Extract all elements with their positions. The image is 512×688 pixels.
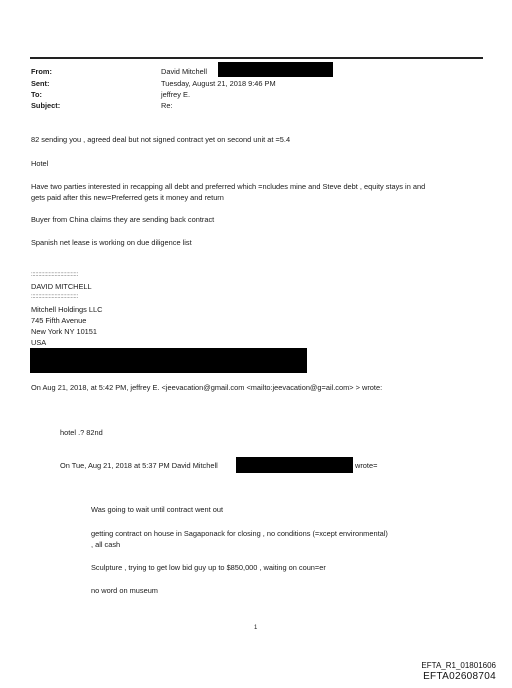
subject-label: Subject: xyxy=(31,101,61,110)
quote1-text: hotel .? 82nd xyxy=(60,428,103,437)
quote1-attribution: On Aug 21, 2018, at 5:42 PM, jeffrey E. <jeevacation@gmail.com <mailto:jeevacation@g=ail.com> > wrote: xyxy=(31,383,383,392)
body-line-5: Spanish net lease is working on due diligence list xyxy=(31,238,192,247)
quote2-line-3: Sculpture , trying to get low bid guy up to $850,000 , waiting on coun=er xyxy=(91,563,326,572)
quote2-line-2a: getting contract on house in Sagaponack for closing , no conditions (=xcept environmental) xyxy=(91,529,388,538)
signature-address-2: New York NY 10151 xyxy=(31,327,98,336)
body-line-3a: Have two parties interested in recapping all debt and preferred which =ncludes mine and Steve debt , equity stays in and xyxy=(31,182,426,191)
sent-label: Sent: xyxy=(31,79,50,88)
quote2-line-2b: , all cash xyxy=(91,540,121,549)
quote2-attribution-end: wrote= xyxy=(355,461,378,470)
sent-value: Tuesday, August 21, 2018 9:46 PM xyxy=(161,79,276,88)
signature-country: USA xyxy=(31,338,47,347)
to-value: jeffrey E. xyxy=(161,90,191,99)
body-line-3b: gets paid after this new=Preferred gets it money and return xyxy=(31,193,224,202)
from-label: From: xyxy=(31,67,52,76)
page-number: 1 xyxy=(254,625,258,631)
subject-value: Re: xyxy=(161,101,173,110)
from-value: David Mitchell xyxy=(161,67,208,76)
redaction-signature xyxy=(30,348,307,373)
footer-id-2: EFTA02608704 xyxy=(423,671,496,682)
signature-divider-1: :::::::::::::::::::::::::::::::: xyxy=(31,272,78,278)
signature-divider-2: :::::::::::::::::::::::::::::::: xyxy=(31,294,78,300)
redaction-quote2-email xyxy=(236,457,353,473)
redaction-from-email xyxy=(218,62,333,77)
footer-id-1: EFTA_R1_01801606 xyxy=(421,661,496,670)
header-rule xyxy=(30,57,483,59)
to-label: To: xyxy=(31,90,42,99)
signature-company: Mitchell Holdings LLC xyxy=(31,305,103,314)
body-line-1: 82 sending you , agreed deal but not signed contract yet on second unit at =5.4 xyxy=(31,135,291,144)
signature-name: DAVID MITCHELL xyxy=(31,282,92,291)
quote2-line-1: Was going to wait until contract went out xyxy=(91,505,224,514)
body-line-2: Hotel xyxy=(31,159,49,168)
quote2-attribution-start: On Tue, Aug 21, 2018 at 5:37 PM David Mitchell xyxy=(60,461,218,470)
signature-address-1: 745 Fifth Avenue xyxy=(31,316,87,325)
body-line-4: Buyer from China claims they are sending back contract xyxy=(31,215,215,224)
quote2-line-4: no word on museum xyxy=(91,586,158,595)
